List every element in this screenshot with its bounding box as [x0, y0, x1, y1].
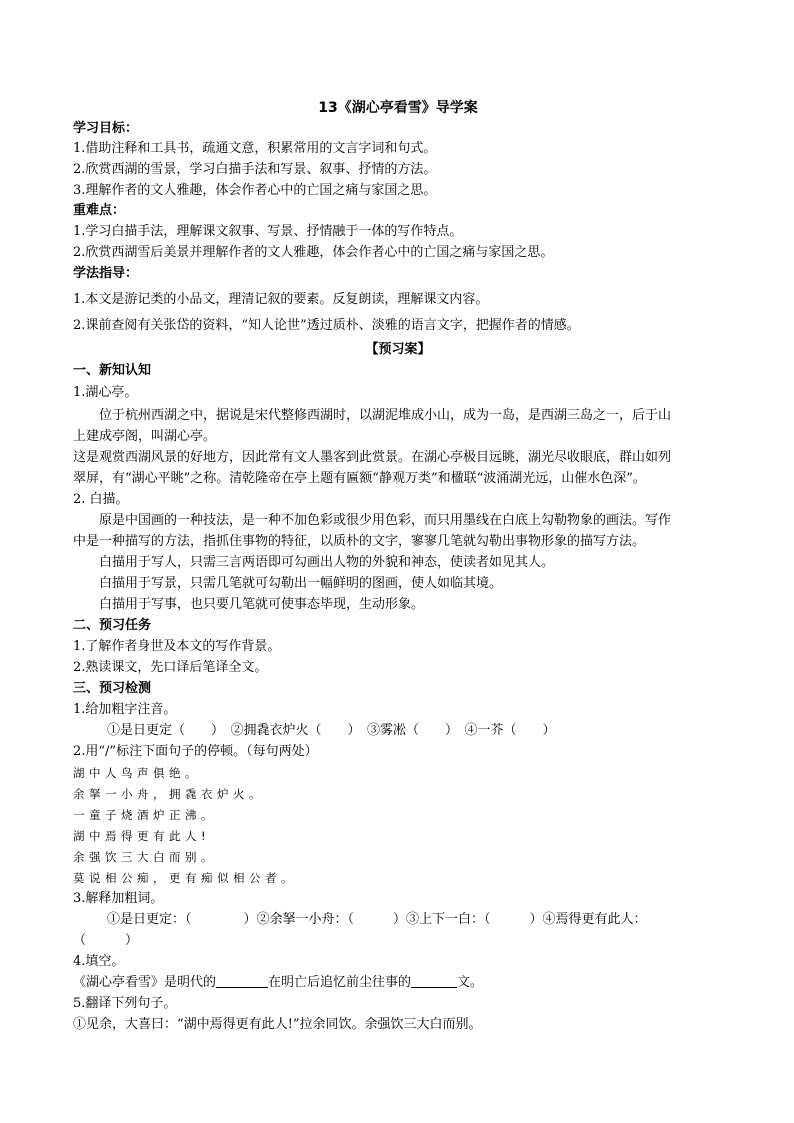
page-title: 13《湖心亭看雪》导学案 [318, 100, 478, 116]
paragraph-line: 白描用于写事，也只要几笔就可使事态毕现，生动形象。 [99, 597, 425, 612]
task-item: 2.熟读课文，先口译后笔译全文。 [73, 660, 268, 675]
paragraph-line: 位于杭州西湖之中，据说是宋代整修西湖时，以湖泥堆成小山，成为一岛，是西湖三岛之一，后于山 [99, 408, 672, 423]
answer-blank[interactable] [216, 973, 268, 988]
fill-text: 在明亡后追忆前尘往事的 [268, 975, 412, 990]
method-heading: 学法指导： [73, 266, 139, 281]
item-title: 1.湖心亭。 [73, 385, 138, 400]
method-item: 1.本文是游记类的小品文，理清记叙的要素。反复朗读，理解课文内容。 [73, 292, 489, 307]
preview-section-title: 【预习案】 [365, 342, 431, 357]
section2-heading: 二、预习任务 [73, 618, 152, 633]
paragraph-line: 白描用于写景，只需几笔就可勾勒出一幅鲜明的图画，使人如临其境。 [99, 576, 503, 591]
goal-item: 2.欣赏西湖的雪景，学习白描手法和写景、叙事、抒情的方法。 [73, 162, 437, 177]
question-title: 2.用“/”标注下面句子的停顿。（每句两处） [73, 744, 318, 759]
question-line: （ ） [73, 933, 139, 948]
method-item: 2.课前查阅有关张岱的资料，“知人论世”透过质朴、淡雅的语言文字，把握作者的情感。 [73, 318, 580, 333]
goals-heading: 学习目标： [73, 121, 139, 136]
paragraph-line: 中是一种描写的方法，指抓住事物的特征，以质朴的文字，寥寥几笔就勾勒出事物形象的描写方法。 [73, 534, 646, 549]
key-points-heading: 重难点： [73, 203, 126, 218]
goal-item: 1.借助注释和工具书，疏通文意，积累常用的文言字词和句式。 [73, 141, 437, 156]
section1-heading: 一、新知认知 [73, 363, 152, 378]
paragraph-line: 翠屏，有“湖心平眺”之称。清乾隆帝在亭上题有匾额“静观万类”和楹联“波涌湖光远，山催水色深”。 [73, 471, 646, 486]
pause-sentence: 莫说相公痴，更有痴似相公者。 [73, 871, 297, 885]
pause-sentence: 余拏一小舟，拥毳衣炉火。 [73, 787, 265, 801]
answer-blank[interactable] [411, 973, 457, 988]
section3-heading: 三、预习检测 [73, 681, 152, 696]
key-point-item: 1.学习白描手法，理解课文叙事、写景、抒情融于一体的写作特点。 [73, 224, 463, 239]
question-title: 3.解释加粗词。 [73, 891, 164, 906]
task-item: 1.了解作者身世及本文的写作背景。 [73, 639, 281, 654]
question-line: ①是日更定：（ ）②余拏一小舟：（ ）③上下一白：（ ）④焉得更有此人： [107, 912, 647, 927]
paragraph-line: 白描用于写人，只需三言两语即可勾画出人物的外貌和神态，使读者如见其人。 [99, 555, 555, 570]
paragraph-line: 原是中国画的一种技法，是一种不加色彩或很少用色彩，而只用墨线在白底上勾勒物象的画法。写作 [99, 513, 672, 528]
pause-sentence: 余强饮三大白而别。 [73, 850, 217, 864]
question-line: ①是日更定（ ） ②拥毳衣炉火（ ） ③雾凇（ ） ④一芥（ ） [107, 723, 556, 738]
goal-item: 3.理解作者的文人雅趣，体会作者心中的亡国之痛与家国之思。 [73, 183, 437, 198]
pause-sentence: 湖中焉得更有此人! [73, 829, 211, 843]
item-title: 2. 白描。 [73, 492, 129, 507]
paragraph-line: 这是观赏西湖风景的好地方，因此常有文人墨客到此赏景。在湖心亭极目远眺，湖光尽收眼底，群山如列 [73, 450, 672, 465]
key-point-item: 2.欣赏西湖雪后美景并理解作者的文人雅趣，体会作者心中的亡国之痛与家国之思。 [73, 245, 554, 260]
question-title: 5.翻译下列句子。 [73, 996, 177, 1011]
pause-sentence: 湖中人鸟声俱绝。 [73, 766, 201, 780]
fill-text: 《湖心亭看雪》是明代的 [73, 975, 217, 990]
question-line: ①见余，大喜曰：“湖中焉得更有此人!”拉余同饮。余强饮三大白而别。 [73, 1017, 482, 1032]
fill-blank-line [73, 973, 483, 993]
question-title: 1.给加粗字注音。 [73, 702, 177, 717]
fill-text: 文。 [457, 975, 484, 990]
paragraph-line: 上建成亭阁，叫湖心亭。 [73, 429, 217, 444]
pause-sentence: 一童子烧酒炉正沸。 [73, 808, 217, 822]
question-title: 4.填空。 [73, 954, 125, 969]
